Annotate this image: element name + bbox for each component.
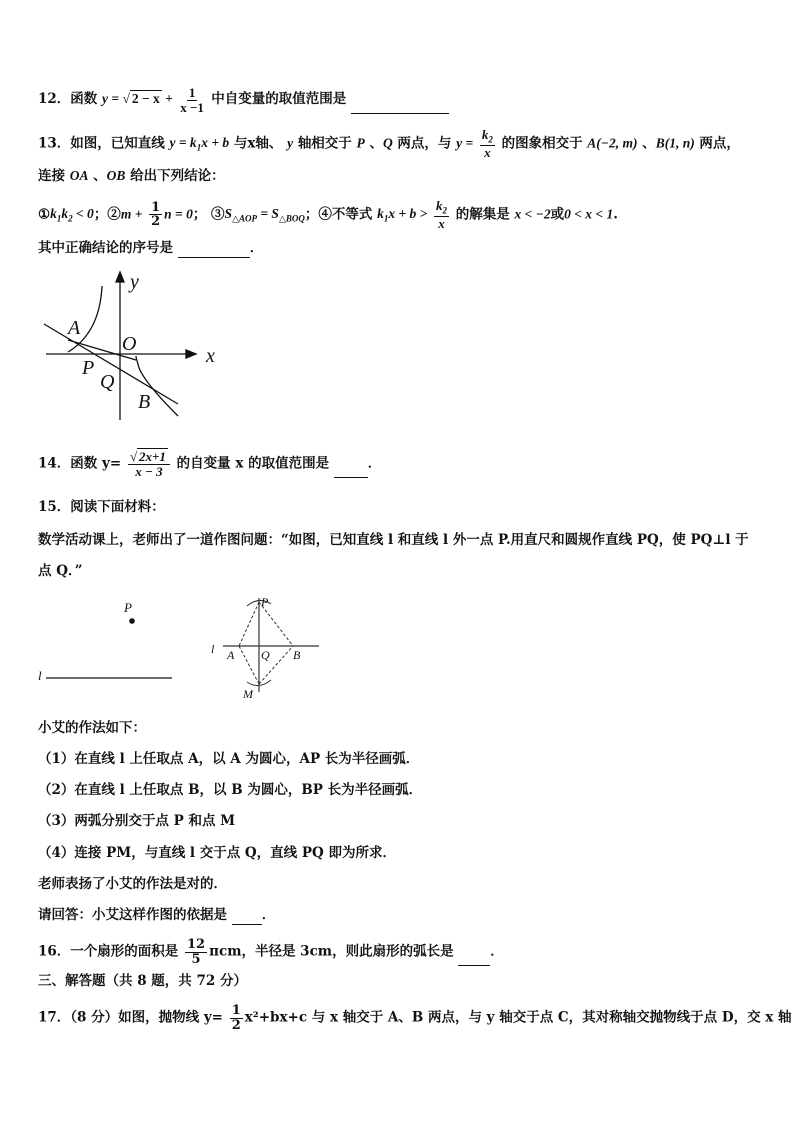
label-p: P xyxy=(82,357,95,379)
label-q: Q xyxy=(261,648,270,662)
question-16: 16．一个扇形的面积是 $\frac{12}{5}$ πcm，半径是 3cm，则此扇形的弧长是 ． xyxy=(38,937,504,967)
question-15-step-1: （1）在直线 l 上任取点 A，以 A 为圆心，AP 长为半径画弧． xyxy=(38,751,420,767)
q12-formula: y = √ 2 − x + $\frac{1}{x -1}$ xyxy=(102,85,204,115)
answer-blank xyxy=(178,243,250,258)
label-x: x xyxy=(206,345,215,367)
label-q: Q xyxy=(100,371,115,393)
segment-am xyxy=(239,646,259,684)
segment-ap xyxy=(239,602,259,646)
answer-blank xyxy=(232,910,262,925)
question-17: 17．（8 分）如图，抛物线 y= $\frac{1}{2}$ x²+bx+c 与 x 轴交于 A、B 两点，与 y 轴交于点 C，其对称轴交抛物线于点 D，交 x 轴 xyxy=(38,1003,792,1033)
answer-blank xyxy=(334,463,368,478)
answer-blank xyxy=(351,99,449,114)
point-p xyxy=(129,618,135,624)
q15-figure-construction xyxy=(205,592,327,700)
question-13-line2: 连接 OA 、OB 给出下列结论： xyxy=(38,168,225,184)
label-a: A xyxy=(68,317,81,339)
answer-blank xyxy=(458,951,490,966)
question-15-p2: 点 Q．” xyxy=(38,563,83,579)
q13-figure xyxy=(40,268,230,423)
question-15-step-3: （3）两弧分别交于点 P 和点 M xyxy=(38,813,236,829)
x-axis-arrow xyxy=(186,350,196,358)
question-15-ask: 请回答：小艾这样作图的依据是 ． xyxy=(38,907,276,923)
label-a: A xyxy=(227,648,235,662)
question-15-praise: 老师表扬了小艾的作法是对的． xyxy=(38,876,227,892)
label-p: P xyxy=(124,600,132,615)
label-l: l xyxy=(38,668,42,683)
label-p: P xyxy=(261,595,269,609)
label-l: l xyxy=(211,642,215,656)
label-y: y xyxy=(130,271,139,293)
question-15-method-title: 小艾的作法如下： xyxy=(38,720,146,736)
label-o: O xyxy=(122,333,137,355)
y-axis-arrow xyxy=(116,272,124,282)
q15-figure-given xyxy=(36,598,186,688)
question-13-answer: 其中正确结论的序号是 ． xyxy=(38,240,264,256)
question-15-step-2: （2）在直线 l 上任取点 B，以 B 为圆心，BP 长为半径画弧． xyxy=(38,782,423,798)
question-15-title: 15．阅读下面材料： xyxy=(38,499,165,515)
question-12: 12．函数 y = √ 2 − x + $\frac{1}{x -1}$ 中自变量的取值范围是 xyxy=(38,86,449,114)
label-m: M xyxy=(243,687,253,700)
question-14: 14．函数 y= $\frac{√ 2x+1}{x - 3}$ 的自变量 x 的取值范围是 ． xyxy=(38,449,382,479)
question-15-step-4: （4）连接 PM，与直线 l 交于点 Q，直线 PQ 即为所求． xyxy=(38,845,396,861)
label-b: B xyxy=(293,648,301,662)
question-13-line1: 13．如图，已知直线 $y = k_1x + b$ 与x轴、 y 轴相交于 P 、Q 两点，与 y = $\frac{k_2}{x}$ 的图象相交于 A(−2, m) 、B(1, n) 两点， xyxy=(38,127,740,161)
question-15-p1: 数学活动课上，老师出了一道作图问题：“如图，已知直线 l 和直线 l 外一点 P.用直尺和圆规作直线 PQ，使 PQ⊥l 于 xyxy=(38,532,749,548)
label-b: B xyxy=(138,391,151,413)
question-13-items: $①k_1k_2 < 0$；②m + $\frac{1}{2}$ n = 0； $③S_{\triangle AOP} = S_{\triangle BOQ}$；④不等式 $k_1x + b$ > $\frac{k_2}{x}$ 的解集是 x < −2或0 < x < 1. xyxy=(38,198,618,232)
section-3-heading: 三、解答题（共 8 题，共 72 分） xyxy=(38,973,247,989)
